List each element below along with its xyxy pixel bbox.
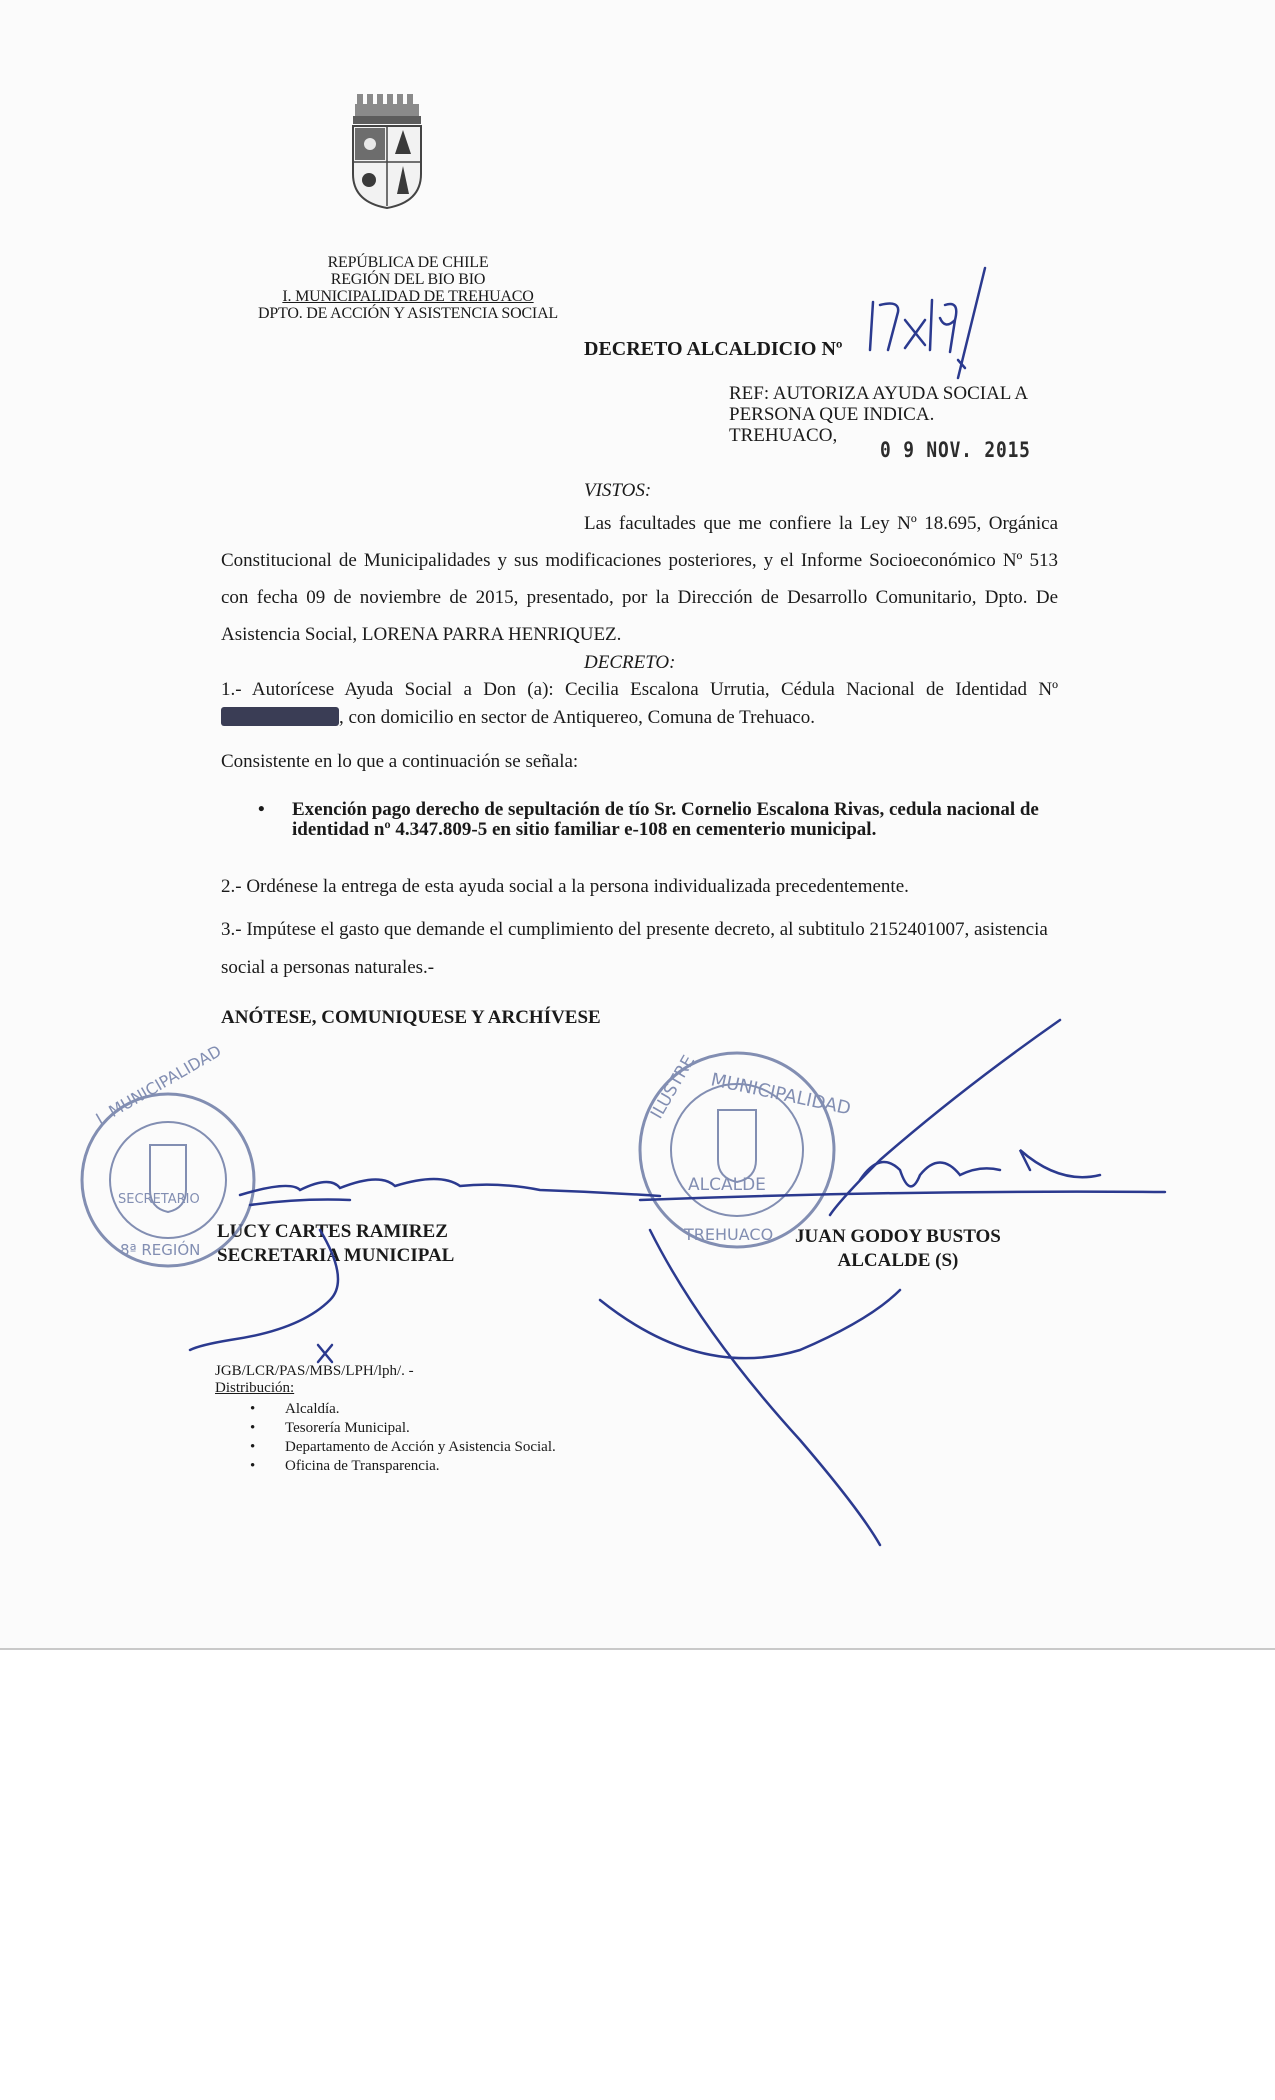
svg-text:I. MUNICIPALIDAD: I. MUNICIPALIDAD — [92, 1041, 225, 1129]
decree-item-2: 2.- Ordénese la entrega de esta ayuda social a la persona individualizada precedentemente. — [221, 876, 909, 897]
svg-text:MUNICIPALIDAD: MUNICIPALIDAD — [708, 1069, 853, 1120]
distribution-heading: Distribución: — [215, 1380, 295, 1396]
svg-text:ALCALDE: ALCALDE — [688, 1175, 766, 1195]
letterhead — [258, 254, 558, 322]
place-label: TREHUACO, — [729, 425, 838, 446]
distribution-item: • Tesorería Municipal. — [250, 1419, 556, 1438]
reference-initials: JGB/LCR/PAS/MBS/LPH/lph/. - — [215, 1363, 414, 1379]
decree-item-1 — [221, 676, 1058, 732]
distribution-item: • Departamento de Acción y Asistencia Social. — [250, 1438, 556, 1457]
consistente-line: Consistente en lo que a continuación se señala: — [221, 751, 579, 772]
distribution-item: • Alcaldía. — [250, 1400, 556, 1419]
header-region: REGIÓN DEL BIO BIO — [330, 271, 486, 288]
svg-text:SECRETARIO: SECRETARIO — [118, 1192, 200, 1207]
header-country: REPÚBLICA DE CHILE — [327, 254, 489, 271]
header-department: DPTO. DE ACCIÓN Y ASISTENCIA SOCIAL — [258, 305, 558, 322]
ref-line-1: REF: AUTORIZA AYUDA SOCIAL A — [729, 383, 1029, 404]
svg-text:8ª REGIÓN: 8ª REGIÓN — [120, 1241, 201, 1259]
secretary-name: LUCY CARTES RAMIREZ — [217, 1221, 448, 1242]
scan-edge — [0, 1648, 1275, 1650]
benefit-text: Exención pago derecho de sepultación de tío Sr. Cornelio Escalona Rivas, cedula nacional de identidad nº 4.347.809-5 en sitio familiar e-108 en cementerio municipal. — [292, 799, 1039, 840]
decree-title: DECRETO ALCALDICIO Nº — [584, 338, 843, 360]
item1-text-a: 1.- Autorícese Ayuda Social a Don (a): Cecilia Escalona Urrutia, Cédula Nacional de Identidad Nº — [221, 679, 1058, 700]
mayor-title: ALCALDE (S) — [837, 1250, 959, 1271]
secretary-signature-block — [217, 1220, 454, 1268]
svg-text:TREHUACO: TREHUACO — [684, 1225, 774, 1244]
distribution-item: • Oficina de Transparencia. — [250, 1457, 556, 1476]
reference-block — [729, 383, 1089, 446]
decree-item-3: 3.- Impútese el gasto que demande el cumplimiento del presente decreto, al subtitulo 2152401007, asistencia social a personas naturales.- — [221, 919, 1048, 978]
decreto-heading: DECRETO: — [584, 652, 676, 673]
header-municipality: I. MUNICIPALIDAD DE TREHUACO — [282, 288, 534, 305]
vistos-paragraph: Las facultades que me confiere la Ley Nº 18.695, Orgánica Constitucional de Municipalidades y sus modificaciones posteriores, y el Informe Socioeconómico Nº 513 con fecha 09 de noviembre de 2015, presentado, por la Dirección de Desarrollo Comunitario, Dpto. De Asistencia Social, LORENA PARRA HENRIQUEZ. — [221, 513, 1058, 645]
mayor-signature-block — [795, 1225, 1001, 1273]
svg-text:ILUSTRE: ILUSTRE — [647, 1052, 700, 1123]
mayor-name: JUAN GODOY BUSTOS — [795, 1226, 1001, 1247]
redacted-id — [221, 707, 339, 726]
item1-text-b: , con domicilio en sector de Antiquereo, Comuna de Trehuaco. — [339, 707, 815, 728]
distribution-list — [250, 1400, 556, 1476]
secretary-title: SECRETARIA MUNICIPAL — [217, 1245, 455, 1266]
bullet-dot: • — [258, 799, 265, 820]
closing-formula: ANÓTESE, COMUNIQUESE Y ARCHÍVESE — [221, 1007, 601, 1028]
benefit-bullet — [258, 800, 1058, 840]
ref-line-2: PERSONA QUE INDICA. — [729, 404, 935, 425]
vistos-heading: VISTOS: — [584, 480, 652, 501]
date-stamp: 0 9 NOV. 2015 — [880, 438, 1031, 462]
coat-of-arms-icon — [347, 94, 427, 210]
